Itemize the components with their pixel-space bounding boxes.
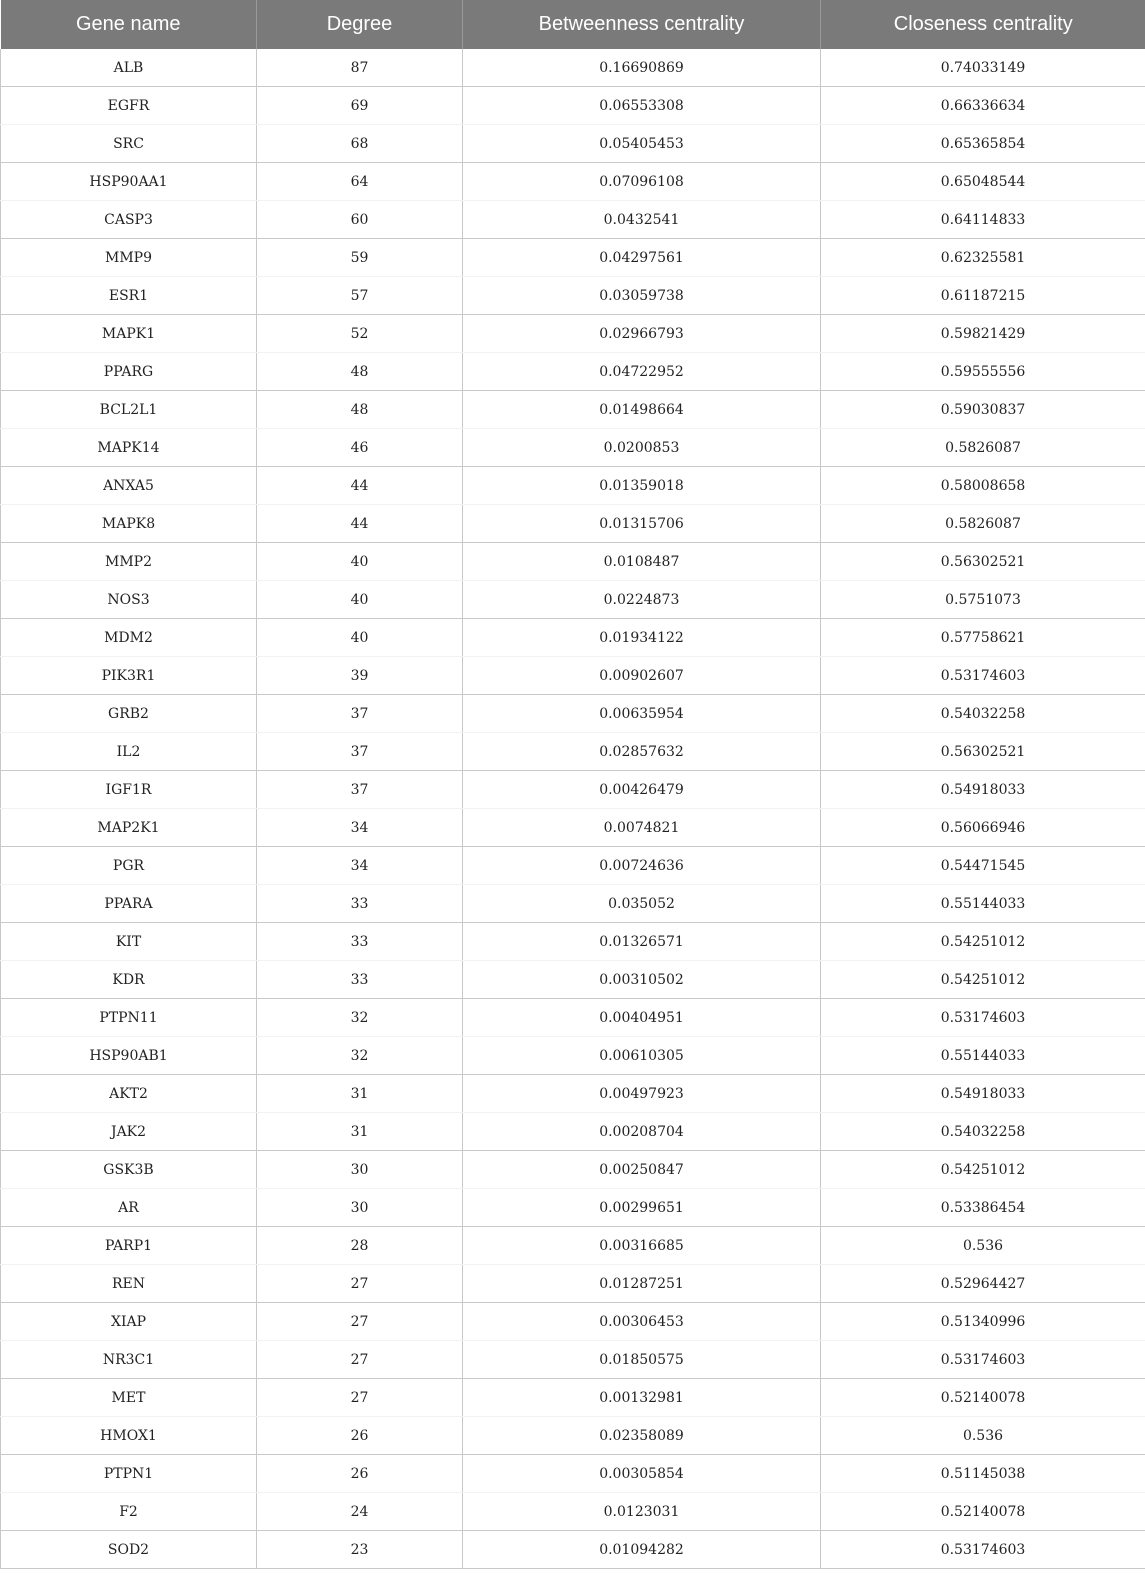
cell-degree: 39 (257, 657, 463, 695)
cell-betweenness-centrality: 0.02358089 (463, 1417, 821, 1455)
cell-degree: 48 (257, 391, 463, 429)
cell-degree: 37 (257, 695, 463, 733)
cell-betweenness-centrality: 0.03059738 (463, 277, 821, 315)
cell-degree: 34 (257, 847, 463, 885)
cell-betweenness-centrality: 0.00724636 (463, 847, 821, 885)
cell-degree: 37 (257, 733, 463, 771)
cell-gene-name: REN (1, 1265, 257, 1303)
cell-closeness-centrality: 0.52964427 (821, 1265, 1145, 1303)
cell-degree: 57 (257, 277, 463, 315)
cell-degree: 34 (257, 809, 463, 847)
cell-closeness-centrality: 0.54251012 (821, 923, 1145, 961)
cell-gene-name: AR (1, 1189, 257, 1227)
cell-degree: 32 (257, 999, 463, 1037)
table-row (1, 1113, 1145, 1151)
cell-betweenness-centrality: 0.00310502 (463, 961, 821, 999)
cell-gene-name: HSP90AA1 (1, 163, 257, 201)
table-row (1, 1189, 1145, 1227)
cell-gene-name: F2 (1, 1493, 257, 1531)
cell-betweenness-centrality: 0.01498664 (463, 391, 821, 429)
cell-betweenness-centrality: 0.00902607 (463, 657, 821, 695)
cell-betweenness-centrality: 0.06553308 (463, 87, 821, 125)
table-body (1, 49, 1145, 1569)
cell-gene-name: IGF1R (1, 771, 257, 809)
table-row (1, 923, 1145, 961)
cell-betweenness-centrality: 0.00316685 (463, 1227, 821, 1265)
cell-degree: 27 (257, 1265, 463, 1303)
table-row (1, 239, 1145, 277)
cell-degree: 46 (257, 429, 463, 467)
table-row (1, 1341, 1145, 1379)
cell-gene-name: MET (1, 1379, 257, 1417)
cell-gene-name: PIK3R1 (1, 657, 257, 695)
cell-gene-name: MMP9 (1, 239, 257, 277)
cell-betweenness-centrality: 0.16690869 (463, 49, 821, 87)
cell-betweenness-centrality: 0.00305854 (463, 1455, 821, 1493)
cell-closeness-centrality: 0.55144033 (821, 1037, 1145, 1075)
cell-degree: 30 (257, 1189, 463, 1227)
table-row (1, 391, 1145, 429)
cell-closeness-centrality: 0.65048544 (821, 163, 1145, 201)
cell-closeness-centrality: 0.54471545 (821, 847, 1145, 885)
table-row (1, 201, 1145, 239)
cell-betweenness-centrality: 0.00635954 (463, 695, 821, 733)
cell-degree: 48 (257, 353, 463, 391)
cell-gene-name: MDM2 (1, 619, 257, 657)
cell-degree: 60 (257, 201, 463, 239)
cell-gene-name: GRB2 (1, 695, 257, 733)
cell-closeness-centrality: 0.53174603 (821, 999, 1145, 1037)
cell-degree: 33 (257, 961, 463, 999)
table-row (1, 315, 1145, 353)
cell-gene-name: HMOX1 (1, 1417, 257, 1455)
table-row (1, 1417, 1145, 1455)
cell-gene-name: EGFR (1, 87, 257, 125)
table-row (1, 1075, 1145, 1113)
cell-betweenness-centrality: 0.00299651 (463, 1189, 821, 1227)
table-row (1, 1037, 1145, 1075)
cell-betweenness-centrality: 0.05405453 (463, 125, 821, 163)
cell-gene-name: MMP2 (1, 543, 257, 581)
cell-closeness-centrality: 0.57758621 (821, 619, 1145, 657)
cell-betweenness-centrality: 0.01315706 (463, 505, 821, 543)
cell-betweenness-centrality: 0.00497923 (463, 1075, 821, 1113)
cell-gene-name: PGR (1, 847, 257, 885)
cell-gene-name: PTPN1 (1, 1455, 257, 1493)
cell-gene-name: KIT (1, 923, 257, 961)
cell-betweenness-centrality: 0.0074821 (463, 809, 821, 847)
cell-closeness-centrality: 0.51145038 (821, 1455, 1145, 1493)
cell-betweenness-centrality: 0.01094282 (463, 1531, 821, 1569)
cell-degree: 69 (257, 87, 463, 125)
cell-degree: 33 (257, 885, 463, 923)
cell-closeness-centrality: 0.58008658 (821, 467, 1145, 505)
cell-closeness-centrality: 0.54918033 (821, 1075, 1145, 1113)
cell-closeness-centrality: 0.61187215 (821, 277, 1145, 315)
cell-betweenness-centrality: 0.04297561 (463, 239, 821, 277)
cell-degree: 52 (257, 315, 463, 353)
cell-closeness-centrality: 0.54918033 (821, 771, 1145, 809)
cell-closeness-centrality: 0.56302521 (821, 543, 1145, 581)
cell-degree: 28 (257, 1227, 463, 1265)
cell-betweenness-centrality: 0.0432541 (463, 201, 821, 239)
cell-gene-name: SOD2 (1, 1531, 257, 1569)
cell-gene-name: IL2 (1, 733, 257, 771)
table-row (1, 429, 1145, 467)
table-row (1, 505, 1145, 543)
cell-degree: 44 (257, 467, 463, 505)
table-row (1, 809, 1145, 847)
cell-closeness-centrality: 0.5751073 (821, 581, 1145, 619)
cell-closeness-centrality: 0.51340996 (821, 1303, 1145, 1341)
table-row (1, 1455, 1145, 1493)
cell-closeness-centrality: 0.54032258 (821, 695, 1145, 733)
cell-gene-name: GSK3B (1, 1151, 257, 1189)
table-row (1, 847, 1145, 885)
table-row (1, 87, 1145, 125)
cell-closeness-centrality: 0.536 (821, 1417, 1145, 1455)
cell-degree: 30 (257, 1151, 463, 1189)
cell-gene-name: NR3C1 (1, 1341, 257, 1379)
cell-degree: 37 (257, 771, 463, 809)
cell-betweenness-centrality: 0.0108487 (463, 543, 821, 581)
cell-closeness-centrality: 0.53174603 (821, 1341, 1145, 1379)
table-row (1, 163, 1145, 201)
cell-degree: 26 (257, 1417, 463, 1455)
cell-closeness-centrality: 0.53174603 (821, 657, 1145, 695)
table-row (1, 1379, 1145, 1417)
cell-degree: 31 (257, 1113, 463, 1151)
cell-betweenness-centrality: 0.07096108 (463, 163, 821, 201)
cell-betweenness-centrality: 0.01326571 (463, 923, 821, 961)
table-row (1, 1493, 1145, 1531)
cell-gene-name: ESR1 (1, 277, 257, 315)
table-row (1, 543, 1145, 581)
cell-degree: 27 (257, 1341, 463, 1379)
cell-closeness-centrality: 0.56302521 (821, 733, 1145, 771)
cell-betweenness-centrality: 0.00404951 (463, 999, 821, 1037)
header-betweenness-centrality: Betweenness centrality (463, 0, 821, 49)
cell-degree: 31 (257, 1075, 463, 1113)
cell-closeness-centrality: 0.52140078 (821, 1493, 1145, 1531)
cell-closeness-centrality: 0.66336634 (821, 87, 1145, 125)
cell-closeness-centrality: 0.59821429 (821, 315, 1145, 353)
cell-gene-name: ALB (1, 49, 257, 87)
cell-gene-name: AKT2 (1, 1075, 257, 1113)
cell-gene-name: PARP1 (1, 1227, 257, 1265)
table-row (1, 961, 1145, 999)
cell-closeness-centrality: 0.5826087 (821, 505, 1145, 543)
cell-degree: 24 (257, 1493, 463, 1531)
cell-closeness-centrality: 0.54032258 (821, 1113, 1145, 1151)
cell-gene-name: ANXA5 (1, 467, 257, 505)
cell-closeness-centrality: 0.53386454 (821, 1189, 1145, 1227)
table-row (1, 771, 1145, 809)
table-row (1, 657, 1145, 695)
cell-degree: 40 (257, 543, 463, 581)
header-degree: Degree (257, 0, 463, 49)
table-row (1, 1303, 1145, 1341)
cell-closeness-centrality: 0.536 (821, 1227, 1145, 1265)
cell-gene-name: SRC (1, 125, 257, 163)
cell-gene-name: KDR (1, 961, 257, 999)
cell-gene-name: MAPK1 (1, 315, 257, 353)
cell-betweenness-centrality: 0.02966793 (463, 315, 821, 353)
cell-gene-name: MAPK8 (1, 505, 257, 543)
cell-gene-name: MAP2K1 (1, 809, 257, 847)
header-closeness-centrality: Closeness centrality (821, 0, 1145, 49)
table-row (1, 695, 1145, 733)
cell-closeness-centrality: 0.55144033 (821, 885, 1145, 923)
cell-betweenness-centrality: 0.00610305 (463, 1037, 821, 1075)
table-row (1, 467, 1145, 505)
cell-gene-name: PPARA (1, 885, 257, 923)
cell-degree: 68 (257, 125, 463, 163)
table-row (1, 733, 1145, 771)
table-row (1, 999, 1145, 1037)
cell-betweenness-centrality: 0.01934122 (463, 619, 821, 657)
cell-betweenness-centrality: 0.00132981 (463, 1379, 821, 1417)
cell-degree: 44 (257, 505, 463, 543)
header-row (1, 0, 1145, 49)
cell-closeness-centrality: 0.54251012 (821, 1151, 1145, 1189)
cell-gene-name: BCL2L1 (1, 391, 257, 429)
cell-gene-name: HSP90AB1 (1, 1037, 257, 1075)
cell-closeness-centrality: 0.74033149 (821, 49, 1145, 87)
cell-gene-name: XIAP (1, 1303, 257, 1341)
cell-closeness-centrality: 0.65365854 (821, 125, 1145, 163)
cell-gene-name: NOS3 (1, 581, 257, 619)
table-row (1, 1227, 1145, 1265)
cell-betweenness-centrality: 0.0123031 (463, 1493, 821, 1531)
table-row (1, 353, 1145, 391)
cell-closeness-centrality: 0.62325581 (821, 239, 1145, 277)
table-row (1, 1531, 1145, 1569)
cell-degree: 32 (257, 1037, 463, 1075)
cell-degree: 40 (257, 581, 463, 619)
cell-betweenness-centrality: 0.00426479 (463, 771, 821, 809)
cell-gene-name: PPARG (1, 353, 257, 391)
cell-betweenness-centrality: 0.01287251 (463, 1265, 821, 1303)
cell-closeness-centrality: 0.64114833 (821, 201, 1145, 239)
cell-gene-name: PTPN11 (1, 999, 257, 1037)
table-row (1, 125, 1145, 163)
cell-degree: 23 (257, 1531, 463, 1569)
cell-degree: 87 (257, 49, 463, 87)
table-row (1, 885, 1145, 923)
header-gene-name: Gene name (1, 0, 257, 49)
cell-closeness-centrality: 0.52140078 (821, 1379, 1145, 1417)
table-row (1, 581, 1145, 619)
cell-degree: 64 (257, 163, 463, 201)
cell-betweenness-centrality: 0.02857632 (463, 733, 821, 771)
cell-betweenness-centrality: 0.0224873 (463, 581, 821, 619)
table-row (1, 1265, 1145, 1303)
cell-closeness-centrality: 0.59030837 (821, 391, 1145, 429)
cell-betweenness-centrality: 0.0200853 (463, 429, 821, 467)
cell-betweenness-centrality: 0.00250847 (463, 1151, 821, 1189)
table-row (1, 619, 1145, 657)
cell-degree: 40 (257, 619, 463, 657)
cell-degree: 27 (257, 1303, 463, 1341)
cell-closeness-centrality: 0.5826087 (821, 429, 1145, 467)
cell-betweenness-centrality: 0.01359018 (463, 467, 821, 505)
cell-degree: 26 (257, 1455, 463, 1493)
cell-closeness-centrality: 0.56066946 (821, 809, 1145, 847)
cell-betweenness-centrality: 0.035052 (463, 885, 821, 923)
cell-gene-name: MAPK14 (1, 429, 257, 467)
cell-closeness-centrality: 0.59555556 (821, 353, 1145, 391)
cell-gene-name: CASP3 (1, 201, 257, 239)
cell-degree: 27 (257, 1379, 463, 1417)
cell-closeness-centrality: 0.53174603 (821, 1531, 1145, 1569)
table-row (1, 1151, 1145, 1189)
cell-betweenness-centrality: 0.00306453 (463, 1303, 821, 1341)
cell-degree: 59 (257, 239, 463, 277)
table-row (1, 49, 1145, 87)
cell-betweenness-centrality: 0.00208704 (463, 1113, 821, 1151)
cell-betweenness-centrality: 0.01850575 (463, 1341, 821, 1379)
cell-degree: 33 (257, 923, 463, 961)
cell-closeness-centrality: 0.54251012 (821, 961, 1145, 999)
cell-gene-name: JAK2 (1, 1113, 257, 1151)
table-header (1, 0, 1145, 49)
cell-betweenness-centrality: 0.04722952 (463, 353, 821, 391)
table-row (1, 277, 1145, 315)
